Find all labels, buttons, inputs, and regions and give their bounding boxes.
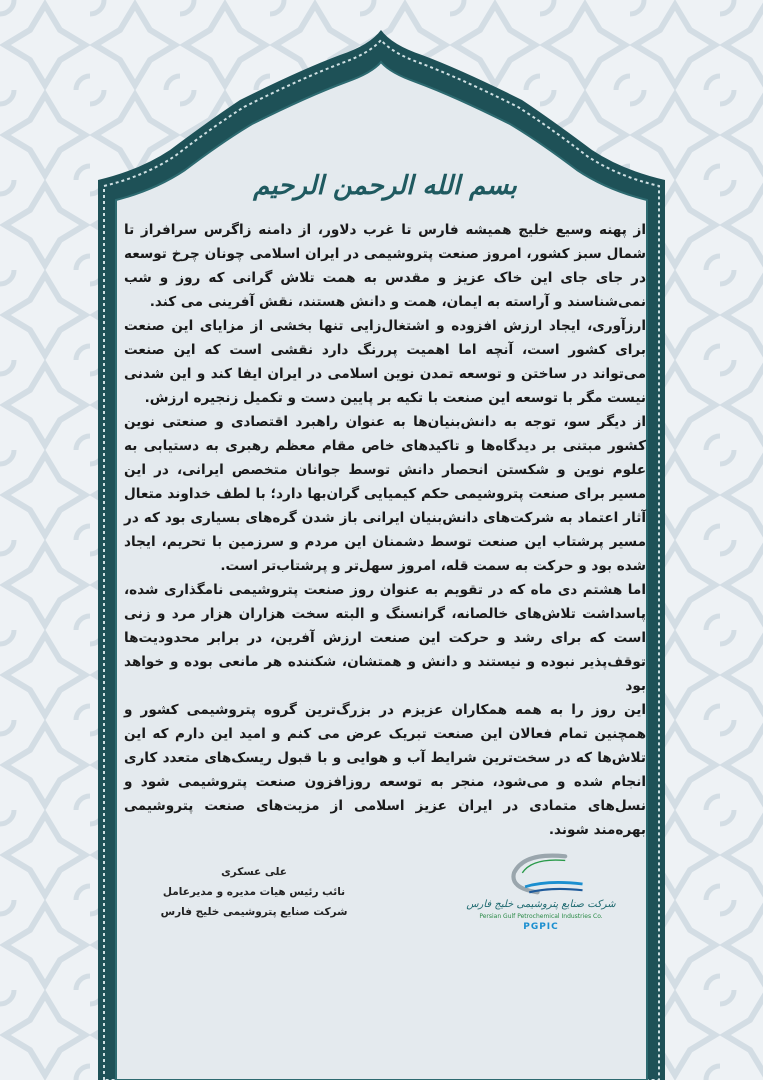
signer-name: علی عسکری [221,866,287,878]
paragraph: این روز را به همه همکاران عزیزم در بزرگ‌ترین گروه پتروشیمی کشور و همچنین تمام فعالان این صنعت تبریک عرض می کنم و امید این دارم که این تلاش‌ها که در سخت‌ترین شرایط آب و هوایی و با قبول ریسک‌های متعدد کاری انجام شده و می‌شود، منجر به توسعه روزافزون صنعت پتروشیمی شود و نسل‌های متمادی در ایران عزیز اسلامی از مزیت‌های صنعت پتروشیمی بهره‌مند شوند. [124,702,646,838]
logo-name-en: Persian Gulf Petrochemical Industries Co. [479,913,603,920]
signer-title: نائب رئیس هیات مدیره و مدیرعامل [162,886,346,898]
paragraph: ارزآوری، ایجاد ارزش افزوده و اشتغال‌زایی تنها بخشی از مزایای این صنعت برای کشور است، آنچه اما اهمیت پررنگ دارد نقشی است که این صنعت می‌تواند در ساختن و توسعه تمدن نوین اسلامی در ایران ایفا کند و این شدنی نیست مگر با توسعه این صنعت با تکیه بر پایین دست و تکمیل زنجیره ارزش. [124,318,646,406]
signature-block [154,852,354,922]
logo-name-fa: شرکت صنایع پتروشیمی خلیج فارس [466,899,616,910]
basmala-calligraphy: بسم الله الرحمن الرحیم [253,171,517,201]
paragraph: اما هشتم دی ماه که در تقویم به عنوان روز صنعت پتروشیمی نامگذاری شده، پاسداشت تلاش‌های خالصانه، گرانسنگ و البته سخت هزاران هزار مرد و زنی است که برای رشد و حرکت این صنعت ارزش آفرین، در برابر محدودیت‌ها توقف‌پذیر نبوده و نیستند و دانش و همتشان، شکننده هر مانعی بوده و خواهد بود [124,582,646,694]
letter-footer [124,852,646,943]
logo-abbreviation: PGPIC [523,922,559,932]
letter [124,0,646,943]
logo-graphic [496,852,586,898]
company-logo [466,852,616,933]
paragraph: از دیگر سو، توجه به دانش‌بنیان‌ها به عنوان راهبرد اقتصادی و صنعتی نوین کشور مبتنی بر دیدگاه‌ها و تاکیدهای خاص مقام معظم رهبری به دستیابی به علوم نوین و شکستن انحصار دانش توسط جوانان متخصص ایرانی، در این مسیر برای صنعت پتروشیمی حکم کیمیایی گران‌بها دارد؛ با لطف خداوند متعال آثار اعتماد به شرکت‌های دانش‌بنیان ایرانی باز شدن گره‌های بسیاری بود که در مسیر پرشتاب این صنعت توسط دشمنان این مردم و سرزمین با تحریم، ایجاد شده بود و حرکت به سمت قله، امروز سهل‌تر و پرشتاب‌تر است. [124,414,646,574]
signer-company: شرکت صنایع پتروشیمی خلیج فارس [160,906,348,918]
paragraph: از پهنه وسیع خلیج همیشه فارس تا غرب دلاور، از دامنه زاگرس سرافراز تا شمال سبز کشور، امروز صنعت پتروشیمی در ایران اسلامی چونان چرخ توسعه در جای جای این خاک عزیز و مقدس به همت تلاش گرانی که روز و شب نمی‌شناسند و آراسته به ایمان، همت و دانش هستند، نقش آفرینی می کند. [124,222,646,310]
letter-body [124,218,646,842]
